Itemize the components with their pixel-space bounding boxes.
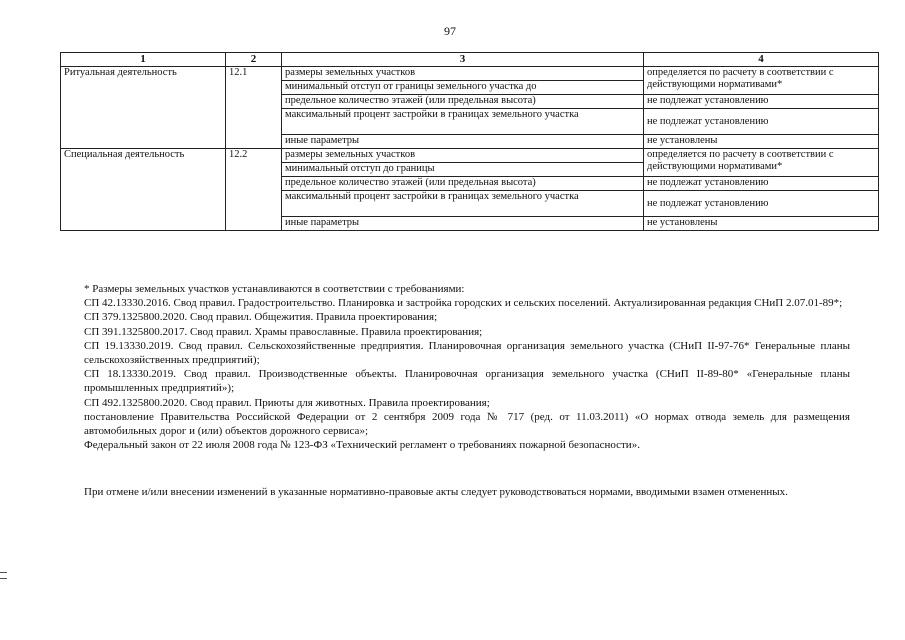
footnote-line: СП 42.13330.2016. Свод правил. Градостроительство. Планировка и застройка городских и сельских поселений. Актуализированная редакция СНиП 2.07.01-89*; [84, 297, 843, 310]
footnote-line: СП 391.1325800.2017. Свод правил. Храмы православные. Правила проектирования; [84, 325, 483, 338]
column-header-2: 2 [226, 53, 282, 67]
table-header-row [61, 53, 879, 67]
param-cell: минимальный отступ до границы [282, 163, 644, 177]
activity-cell: Ритуальная деятельность [61, 67, 226, 149]
page-number: 97 [444, 24, 456, 38]
regulations-table [60, 52, 879, 231]
edge-mark [0, 572, 7, 573]
code-cell: 12.1 [226, 67, 282, 149]
value-cell: не подлежат установлению [644, 191, 879, 217]
param-cell: иные параметры [282, 217, 644, 231]
value-cell: не подлежат установлению [644, 95, 879, 109]
value-cell: не установлены [644, 217, 879, 231]
footnote-line: Федеральный закон от 22 июля 2008 года № 123-ФЗ «Технический регламент о требованиях пожарной безопасности». [84, 439, 640, 452]
table-row [61, 67, 879, 81]
footnote-line: СП 19.13330.2019. Свод правил. Сельскохозяйственные предприятия. Планировочная организация земельного участка (СНиП II-97-76* Генеральные планы сельскохозяйственных предприятий); [84, 339, 850, 367]
footnote-line: * Размеры земельных участков устанавливаются в соответствии с требованиями: [84, 283, 465, 295]
footnote-line: постановление Правительства Российской Федерации от 2 сентября 2009 года № 717 (ред. от 11.03.2011) «О нормах отвода земель для размещения автомобильных дорог и (или) объектов дорожного сервиса»; [84, 410, 850, 438]
table-row [61, 149, 879, 163]
column-header-3: 3 [282, 53, 644, 67]
param-cell: предельное количество этажей (или предельная высота) [282, 177, 644, 191]
value-cell: не установлены [644, 135, 879, 149]
param-cell: размеры земельных участков [282, 67, 644, 81]
footnotes [84, 282, 850, 452]
activity-cell: Специальная деятельность [61, 149, 226, 231]
column-header-1: 1 [61, 53, 226, 67]
param-cell: максимальный процент застройки в границах земельного участка [282, 109, 644, 135]
column-header-4: 4 [644, 53, 879, 67]
value-cell: определяется по расчету в соответствии с действующими нормативами* [644, 149, 879, 177]
footnote-line: СП 379.1325800.2020. Свод правил. Общежития. Правила проектирования; [84, 311, 438, 324]
footnote-line: СП 18.13330.2019. Свод правил. Производственные объекты. Планировочная организация земельного участка (СНиП II-89-80* «Генеральные планы промышленных предприятий»); [84, 368, 850, 395]
param-cell: минимальный отступ от границы земельного участка до [282, 81, 644, 95]
param-cell: иные параметры [282, 135, 644, 149]
param-cell: размеры земельных участков [282, 149, 644, 163]
value-cell: не подлежат установлению [644, 109, 879, 135]
param-cell: предельное количество этажей (или предельная высота) [282, 95, 644, 109]
footnote-line: СП 492.1325800.2020. Свод правил. Приюты для животных. Правила проектирования; [84, 396, 490, 409]
value-cell: не подлежат установлению [644, 177, 879, 191]
edge-mark [0, 578, 7, 579]
final-note: При отмене и/или внесении изменений в указанные нормативно-правовые акты следует руководствоваться нормами, вводимыми взамен отмененных. [84, 486, 788, 498]
code-cell: 12.2 [226, 149, 282, 231]
value-cell: определяется по расчету в соответствии с действующими нормативами* [644, 67, 879, 95]
param-cell: максимальный процент застройки в границах земельного участка [282, 191, 644, 217]
